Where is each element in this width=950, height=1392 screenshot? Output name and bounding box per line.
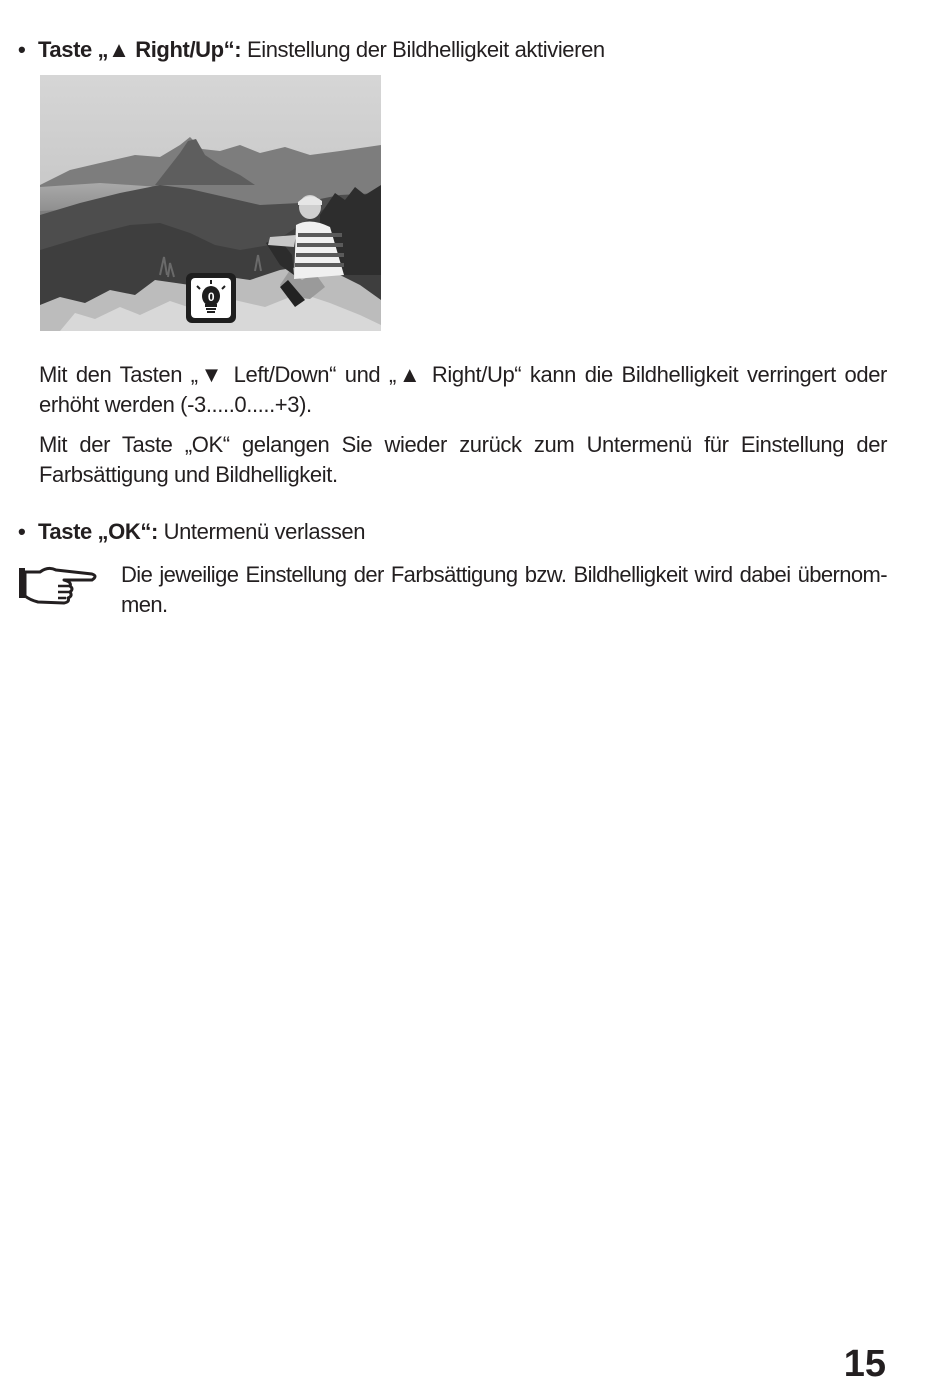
brightness-key-label: Taste „▲ Right/Up“: bbox=[38, 37, 242, 62]
mountain-scene-image bbox=[40, 75, 381, 331]
brightness-value: 0 bbox=[207, 290, 215, 304]
bullet-dot: • bbox=[18, 37, 26, 62]
brightness-key-bullet bbox=[18, 35, 605, 65]
example-photo bbox=[40, 75, 381, 331]
page-number: 15 bbox=[843, 1343, 886, 1385]
paragraph-ok-return: Mit der Taste „OK“ gelangen Sie wieder zurück zum Untermenü für Einstellung der Farbsättigung und Bildhelligkeit. bbox=[39, 432, 887, 487]
ok-key-text: Untermenü verlassen bbox=[163, 519, 366, 544]
pointing-hand-icon bbox=[18, 562, 98, 606]
ok-key-bullet bbox=[18, 517, 365, 547]
brightness-bulb-icon bbox=[186, 273, 236, 323]
brightness-key-text: Einstellung der Bildhelligkeit aktivieren bbox=[246, 37, 605, 62]
paragraph-brightness-range: Mit den Tasten „▼ Left/Down“ und „▲ Right/Up“ kann die Bildhelligkeit verringert oder erhöht werden (-3.....0.....+3). bbox=[39, 362, 887, 417]
note-text: Die jeweilige Einstellung der Farbsättigung bzw. Bildhelligkeit wird dabei übernom-men. bbox=[121, 562, 887, 617]
ok-key-label: Taste „OK“: bbox=[38, 519, 158, 544]
bullet-dot: • bbox=[18, 519, 26, 544]
